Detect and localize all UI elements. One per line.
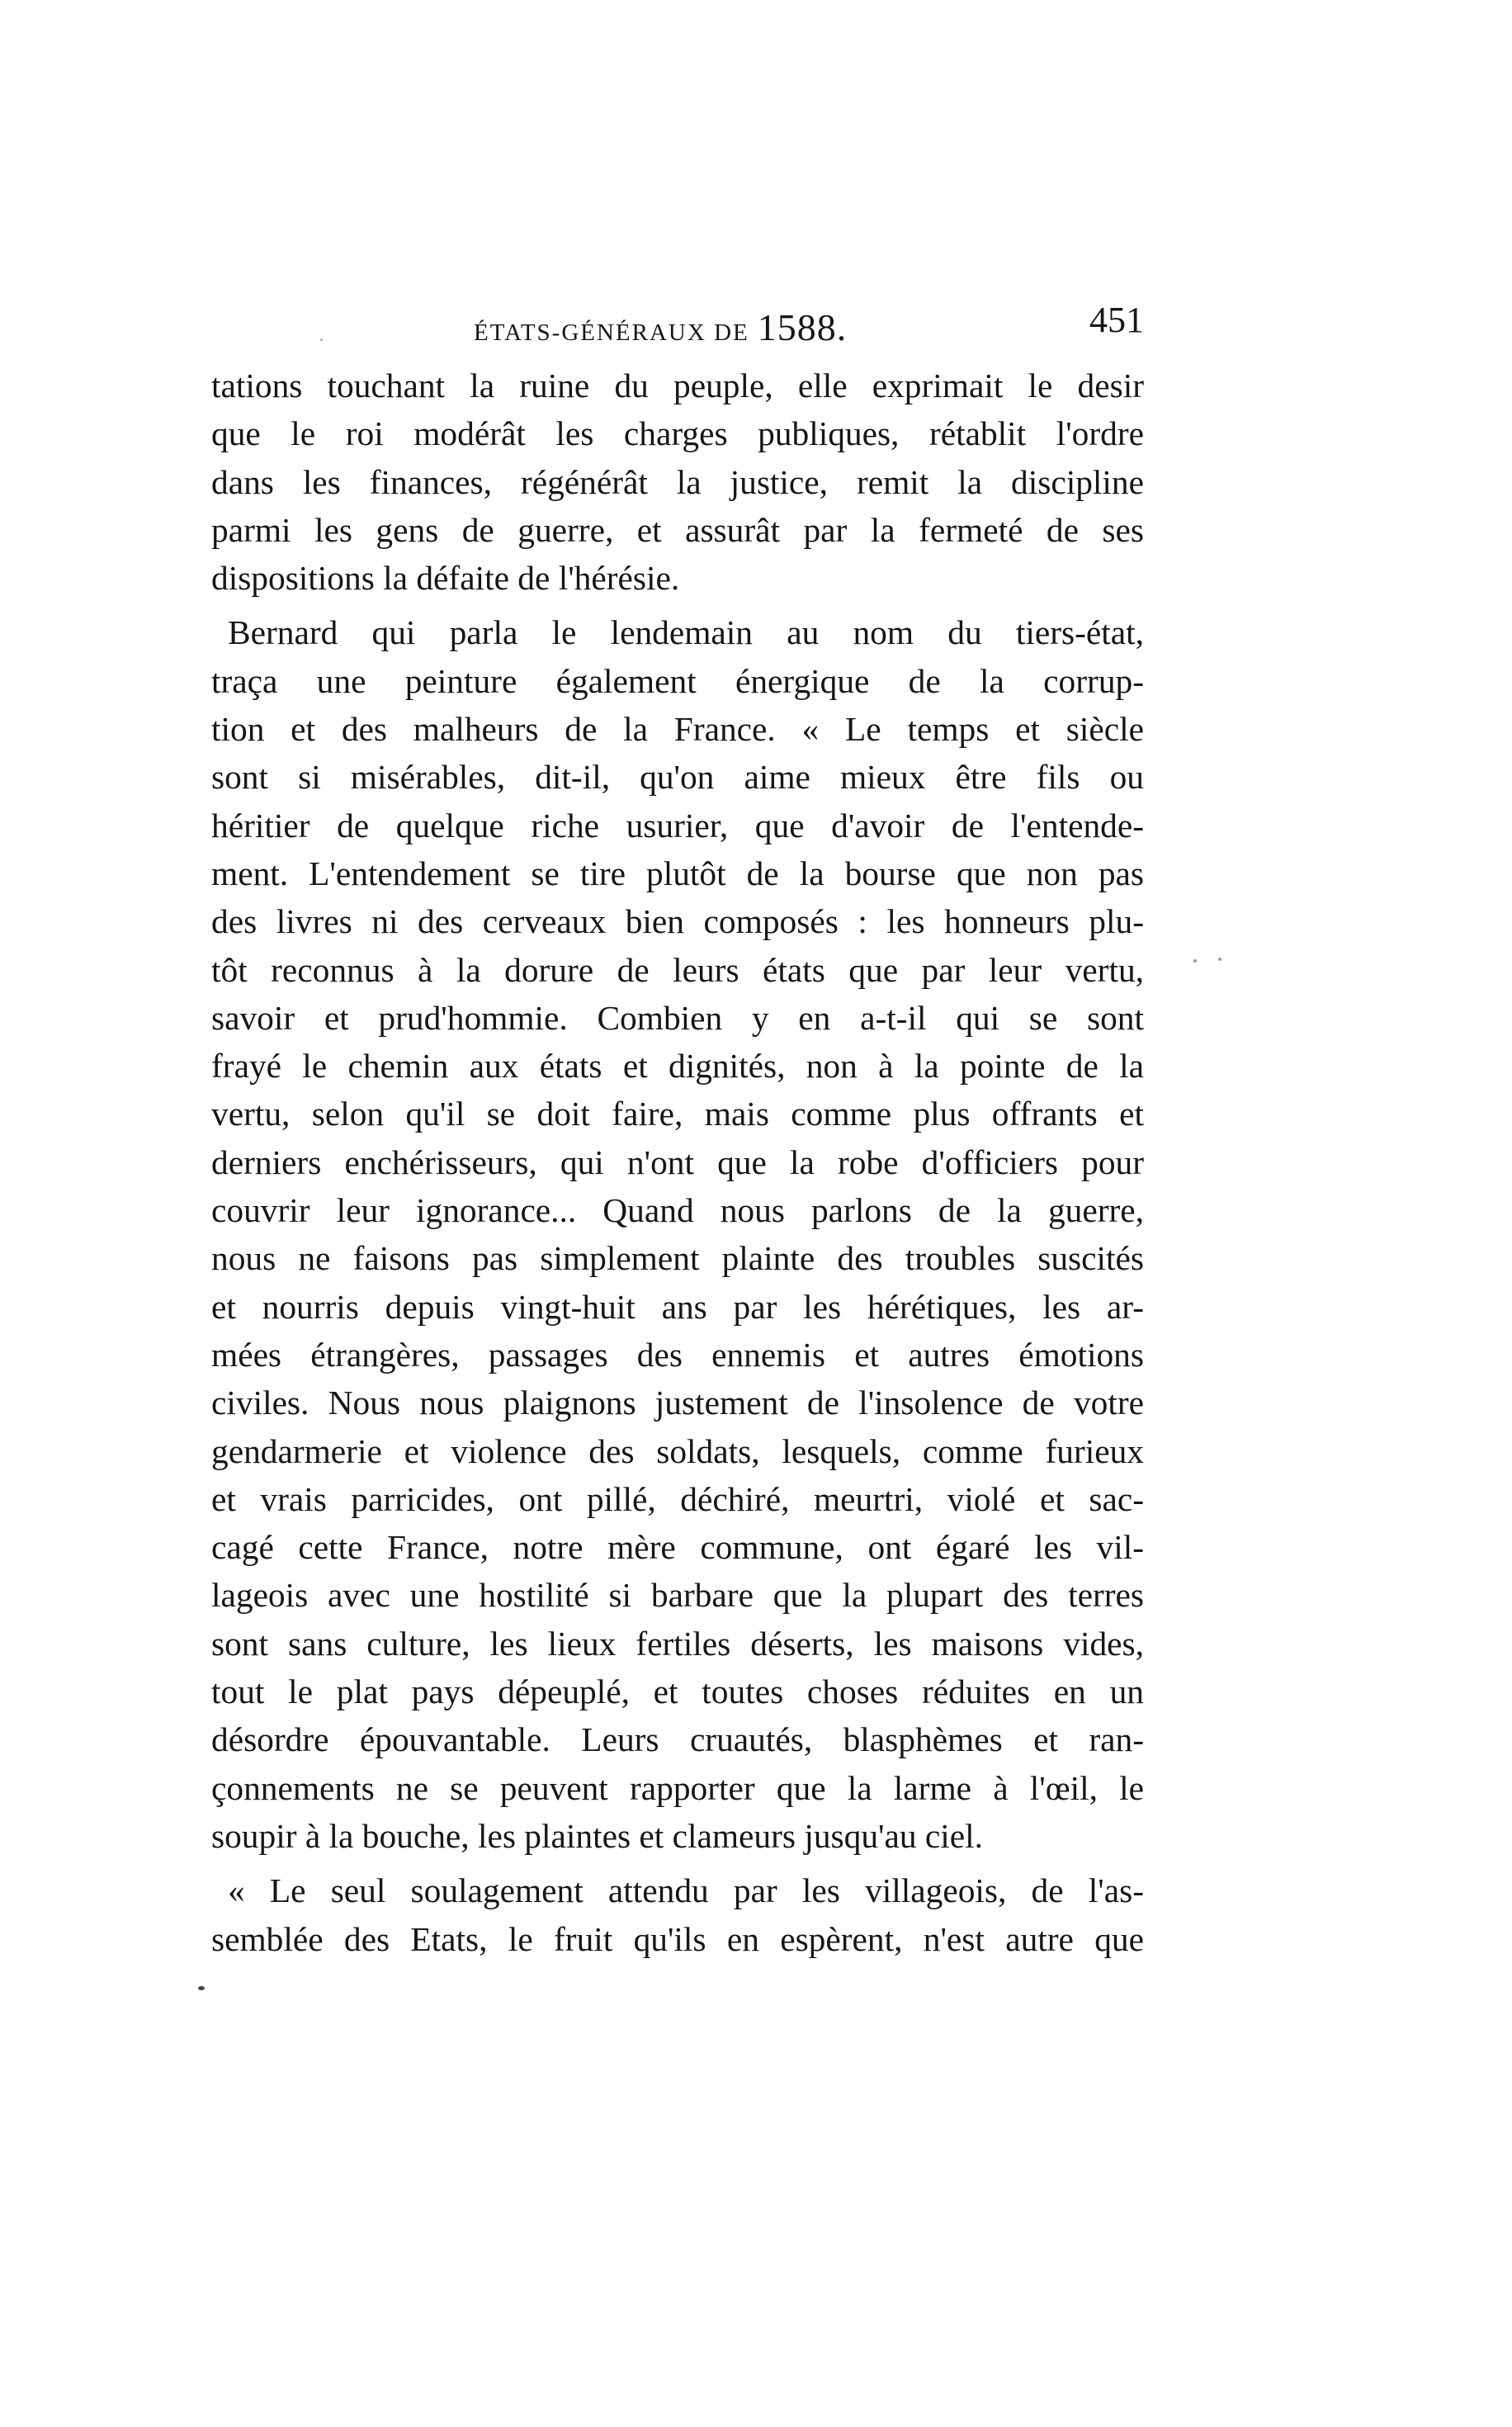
paragraph-3 (211, 1866, 1144, 1963)
text-line: derniers enchérisseurs, qui n'ont que la robe d'officiers pour (211, 1143, 1144, 1181)
text-line: couvrir leur ignorance... Quand nous parlons de la guerre, (211, 1191, 1144, 1230)
paragraph-2 (211, 608, 1144, 1860)
text-line: vertu, selon qu'il se doit faire, mais comme plus offrants et (211, 1095, 1144, 1133)
text-line: que le roi modérât les charges publiques, rétablit l'ordre (211, 414, 1144, 453)
scan-speck (1218, 958, 1221, 961)
text-line: soupir à la bouche, les plaintes et clameurs jusqu'au ciel. (211, 1816, 984, 1855)
text-line: et nourris depuis vingt-huit ans par les hérétiques, les ar- (211, 1287, 1144, 1326)
text-line: désordre épouvantable. Leurs cruautés, blasphèmes et ran- (211, 1720, 1144, 1759)
running-head-year: 1588. (757, 306, 848, 348)
text-line: çonnements ne se peuvent rapporter que la larme à l'œil, le (211, 1768, 1144, 1807)
text-line: mées étrangères, passages des ennemis et autres émotions (211, 1335, 1144, 1374)
text-line: semblée des Etats, le fruit qu'ils en espèrent, n'est autre que (211, 1919, 1144, 1958)
paragraph-gap (211, 602, 1144, 608)
paragraph-1 (211, 362, 1144, 602)
text-line: savoir et prud'hommie. Combien y en a-t-il qui se sont (211, 998, 1144, 1037)
text-line: gendarmerie et violence des soldats, lesquels, comme furieux (211, 1431, 1144, 1470)
text-line: frayé le chemin aux états et dignités, non à la pointe de la (211, 1047, 1144, 1086)
text-line: tion et des malheurs de la France. « Le temps et siècle (211, 710, 1144, 749)
page-number: 451 (1089, 300, 1144, 340)
text-line: dispositions la défaite de l'hérésie. (211, 559, 680, 598)
text-line: tout le plat pays dépeuplé, et toutes choses réduites en un (211, 1672, 1144, 1711)
text-line: ment. L'entendement se tire plutôt de la bourse que non pas (211, 854, 1144, 892)
text-line: civiles. Nous nous plaignons justement de l'insolence de votre (211, 1384, 1144, 1422)
text-line: et vrais parricides, ont pillé, déchiré, meurtri, violé et sac- (211, 1479, 1144, 1518)
text-line: parmi les gens de guerre, et assurât par la fermeté de ses (211, 510, 1144, 549)
running-head (474, 305, 847, 349)
text-line: héritier de quelque riche usurier, que d'avoir de l'entende- (211, 806, 1144, 844)
running-head-title: ÉTATS-GÉNÉRAUX DE (474, 319, 749, 346)
text-line: traça une peinture également énergique de la corrup- (211, 661, 1144, 700)
scan-speck (1193, 959, 1197, 963)
text-line: Bernard qui parla le lendemain au nom du tiers-état, (228, 613, 1144, 652)
text-line: des livres ni des cerveaux bien composés : les honneurs plu- (211, 902, 1144, 941)
text-line: sont si misérables, dit-il, qu'on aime mieux être fils ou (211, 758, 1144, 797)
text-line: tôt reconnus à la dorure de leurs états que par leur vertu, (211, 950, 1144, 989)
text-line: dans les finances, régénérât la justice, remit la discipline (211, 462, 1144, 501)
scan-speck (198, 1986, 205, 1990)
text-line: nous ne faisons pas simplement plainte des troubles suscités (211, 1239, 1144, 1278)
text-line: lageois avec une hostilité si barbare que la plupart des terres (211, 1576, 1144, 1615)
scan-speck (320, 338, 323, 341)
text-line: sont sans culture, les lieux fertiles déserts, les maisons vides, (211, 1624, 1144, 1663)
text-line: tations touchant la ruine du peuple, elle exprimait le desir (211, 367, 1144, 404)
body-text (211, 362, 1144, 1963)
text-line: cagé cette France, notre mère commune, ont égaré les vil- (211, 1528, 1144, 1567)
paragraph-gap (211, 1860, 1144, 1866)
text-line: « Le seul soulagement attendu par les villageois, de l'as- (228, 1871, 1144, 1910)
page-header (211, 299, 1144, 348)
